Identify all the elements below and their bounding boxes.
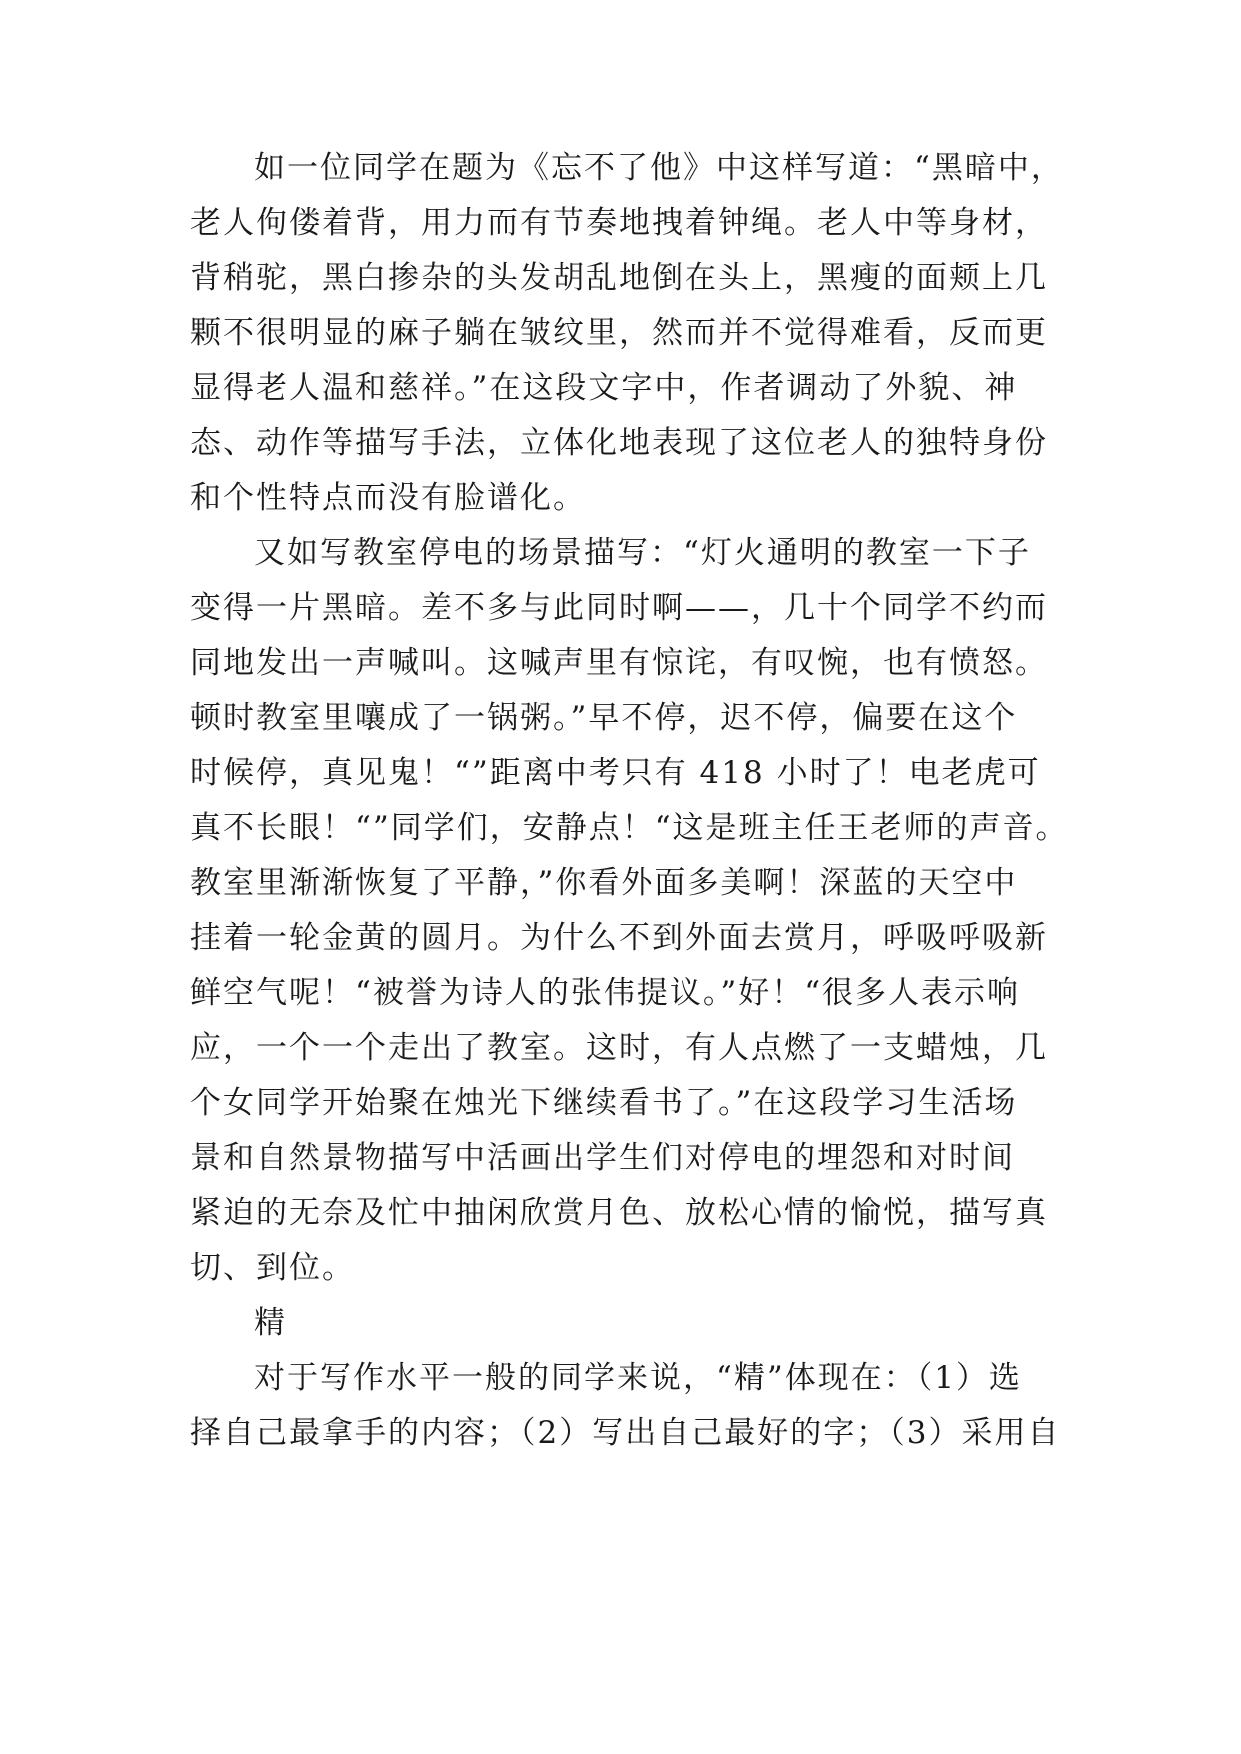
- text-line: 景和自然景物描写中活画出学生们对停电的埋怨和对时间: [190, 1140, 1015, 1176]
- text-line: 切、到位。: [190, 1250, 355, 1286]
- text-line: 应，一个一个走出了教室。这时，有人点燃了一支蜡烛，几: [190, 1030, 1048, 1066]
- text-line: 真不长眼！“”同学们，安静点！“这是班主任王老师的声音。: [190, 810, 1069, 846]
- text-line: 态、动作等描写手法，立体化地表现了这位老人的独特身份: [190, 425, 1048, 461]
- text-line: 同地发出一声喊叫。这喊声里有惊诧，有叹惋，也有愤怒。: [190, 645, 1048, 681]
- text-line: 和个性特点而没有脸谱化。: [190, 480, 586, 516]
- text-line: 紧迫的无奈及忙中抽闲欣赏月色、放松心情的愉悦，描写真: [190, 1195, 1048, 1231]
- text-line: 背稍驼，黑白掺杂的头发胡乱地倒在头上，黑瘦的面颊上几: [190, 260, 1048, 296]
- text-line: 对于写作水平一般的同学来说，“精”体现在：（1）选: [254, 1360, 1022, 1396]
- text-line: 显得老人温和慈祥。”在这段文字中，作者调动了外貌、神: [190, 370, 1018, 406]
- text-line: 鲜空气呢！“被誉为诗人的张伟提议。”好！“很多人表示响: [190, 975, 1021, 1011]
- text-line: 顿时教室里嚷成了一锅粥。”早不停，迟不停，偏要在这个: [190, 700, 1018, 736]
- text-line: 又如写教室停电的场景描写：“灯火通明的教室一下子: [254, 535, 1031, 571]
- text-line: 颗不很明显的麻子躺在皱纹里，然而并不觉得难看，反而更: [190, 315, 1048, 351]
- text-line: 择自己最拿手的内容；（2）写出自己最好的字；（3）采用自: [190, 1415, 1061, 1451]
- text-line: 变得一片黑暗。差不多与此同时啊——，几十个同学不约而: [190, 590, 1048, 626]
- section-heading: 精: [254, 1305, 287, 1341]
- text-line: 挂着一轮金黄的圆月。为什么不到外面去赏月，呼吸呼吸新: [190, 920, 1048, 956]
- text-line: 老人佝偻着背，用力而有节奏地拽着钟绳。老人中等身材，: [190, 205, 1048, 241]
- text-line: 时候停，真见鬼！“”距离中考只有 418 小时了！电老虎可: [190, 755, 1041, 791]
- text-line: 教室里渐渐恢复了平静，”你看外面多美啊！深蓝的天空中: [190, 865, 1018, 901]
- text-line: 如一位同学在题为《忘不了他》中这样写道：“黑暗中，: [254, 150, 1064, 186]
- text-line: 个女同学开始聚在烛光下继续看书了。”在这段学习生活场: [190, 1085, 1018, 1121]
